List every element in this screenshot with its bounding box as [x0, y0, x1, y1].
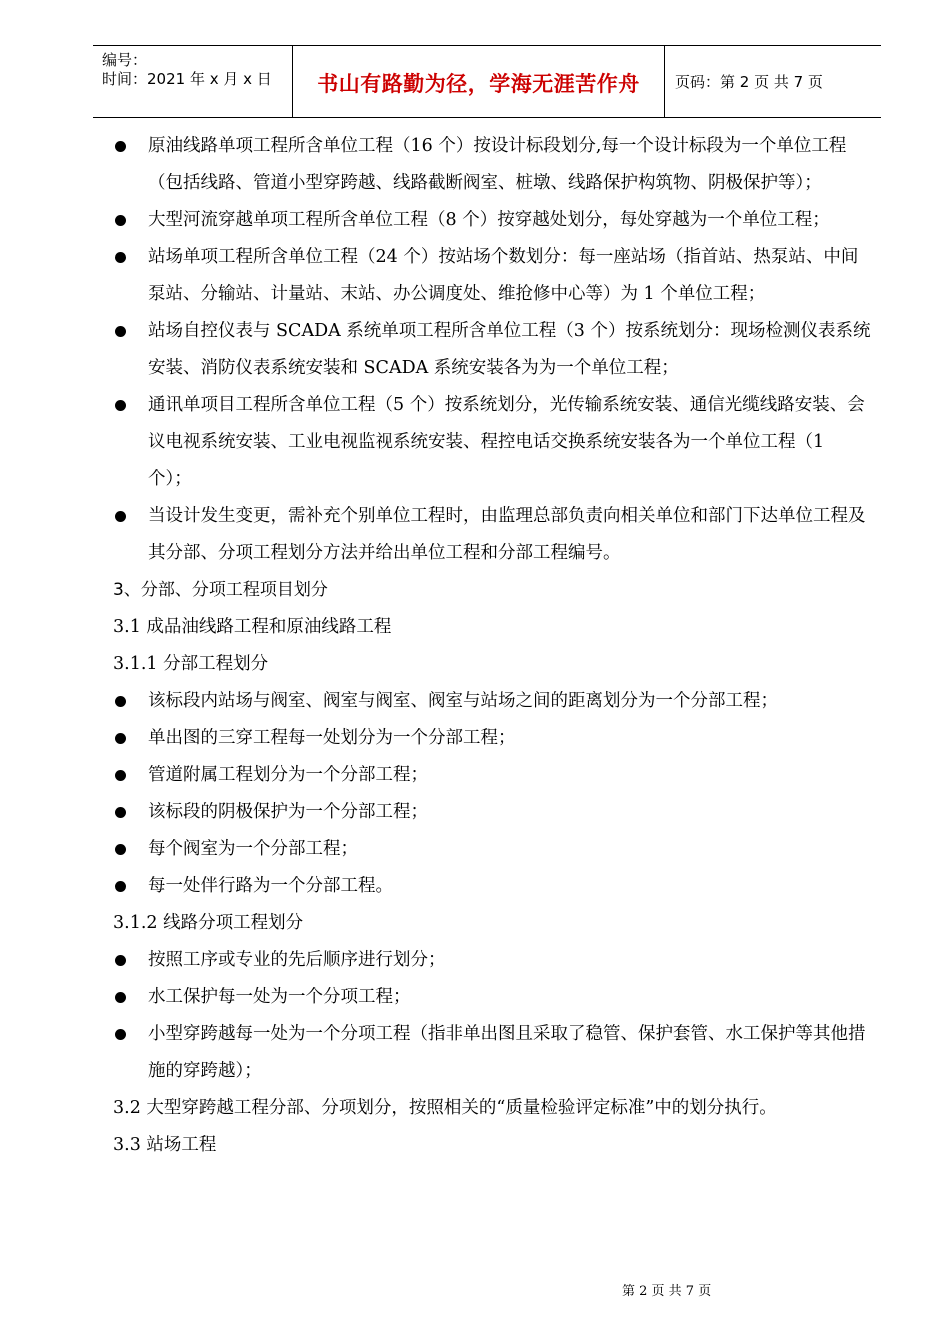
page-footer: 第 2 页 共 7 页	[622, 1284, 712, 1299]
bullet-item: 该标段的阴极保护为一个分部工程；	[113, 794, 871, 831]
bullet-item: 管道附属工程划分为一个分部工程；	[113, 757, 871, 794]
document-number-label: 编号：	[102, 51, 148, 69]
bullet-item: 通讯单项目工程所含单位工程（5 个）按系统划分，光传输系统安装、通信光缆线路安装、会议电视系统安装、工业电视监视系统安装、程控电话交换系统安装各为一个单位工程（1 个）；	[113, 387, 871, 498]
bullet-item: 大型河流穿越单项工程所含单位工程（8 个）按穿越处划分，每处穿越为一个单位工程；	[113, 202, 871, 239]
bullet-item: 水工保护每一处为一个分项工程；	[113, 979, 871, 1016]
bullet-item: 当设计发生变更，需补充个别单位工程时，由监理总部负责向相关单位和部门下达单位工程及其分部、分项工程划分方法并给出单位工程和分部工程编号。	[113, 498, 871, 572]
header-page-info: 页码：第 2 页 共 7 页	[675, 73, 823, 91]
section-heading-3-3: 3.3 站场工程	[113, 1135, 217, 1155]
section-paragraph-3-2: 3.2 大型穿跨越工程分部、分项划分，按照相关的“质量检验评定标准”中的划分执行。	[113, 1098, 777, 1118]
document-time-label: 时间：2021 年 x 月 x 日	[102, 70, 272, 88]
bullet-item: 单出图的三穿工程每一处划分为一个分部工程；	[113, 720, 871, 757]
page-header	[93, 45, 881, 118]
bullet-item: 站场自控仪表与 SCADA 系统单项工程所含单位工程（3 个）按系统划分：现场检测仪表系统安装、消防仪表系统安装和 SCADA 系统安装各为为一个单位工程；	[113, 313, 871, 387]
bullet-item: 站场单项工程所含单位工程（24 个）按站场个数划分：每一座站场（指首站、热泵站、中间泵站、分输站、计量站、末站、办公调度处、维抢修中心等）为 1 个单位工程；	[113, 239, 871, 313]
header-slogan: 书山有路勤为径，学海无涯苦作舟	[317, 71, 640, 96]
header-slogan-cell	[293, 46, 665, 117]
bullet-item: 该标段内站场与阀室、阀室与阀室、阀室与站场之间的距离划分为一个分部工程；	[113, 683, 871, 720]
section-heading-3-1: 3.1 成品油线路工程和原油线路工程	[113, 617, 392, 637]
header-meta	[93, 46, 293, 117]
bullet-item: 原油线路单项工程所含单位工程（16 个）按设计标段划分,每一个设计标段为一个单位工程（包括线路、管道小型穿跨越、线路截断阀室、桩墩、线路保护构筑物、阴极保护等）；	[113, 128, 871, 202]
document-body	[113, 128, 871, 1164]
section-heading-3-1-2: 3.1.2 线路分项工程划分	[113, 913, 304, 933]
bullet-item: 小型穿跨越每一处为一个分项工程（指非单出图且采取了稳管、保护套管、水工保护等其他措施的穿跨越）；	[113, 1016, 871, 1090]
bullet-item: 按照工序或专业的先后顺序进行划分；	[113, 942, 871, 979]
section-heading-3-1-1: 3.1.1 分部工程划分	[113, 654, 269, 674]
section-heading-3: 3、分部、分项工程项目划分	[113, 580, 328, 600]
bullet-item: 每个阀室为一个分部工程；	[113, 831, 871, 868]
bullet-item: 每一处伴行路为一个分部工程。	[113, 868, 871, 905]
